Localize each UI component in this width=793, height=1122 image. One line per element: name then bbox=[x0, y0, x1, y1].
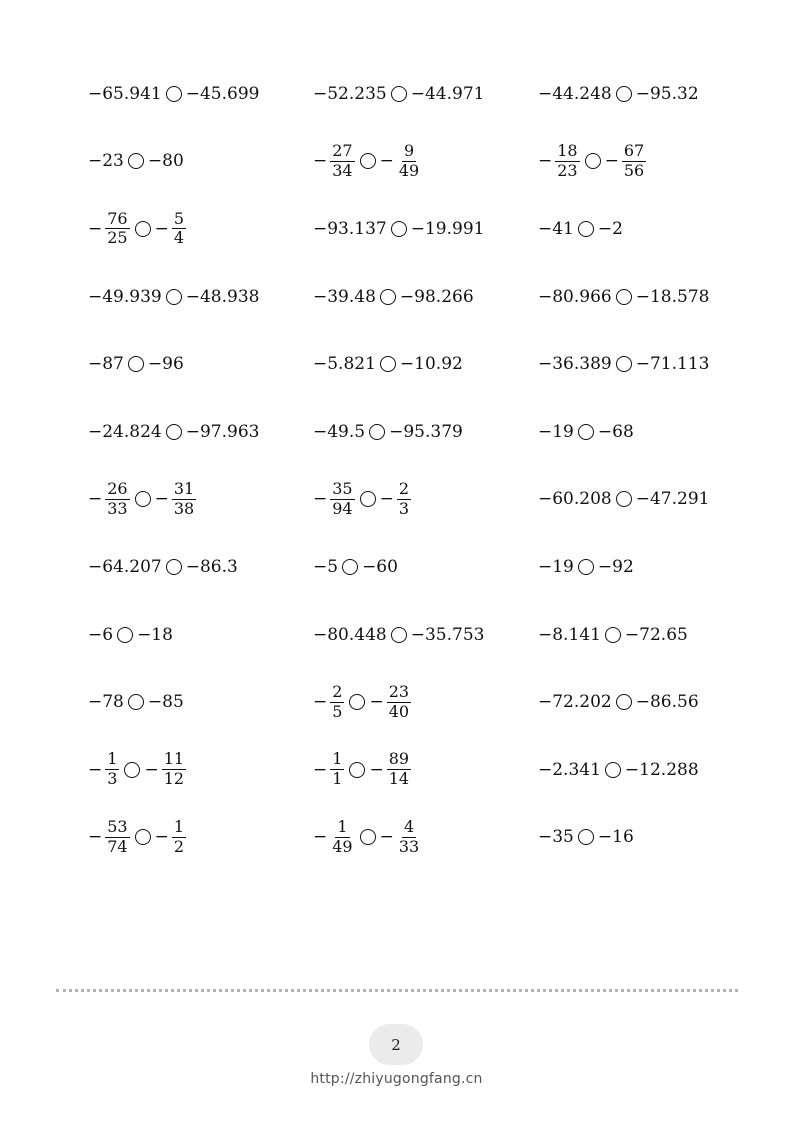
fraction bbox=[172, 819, 186, 856]
comparison-problem bbox=[313, 195, 538, 263]
operand-value: −18 bbox=[137, 624, 173, 645]
operand-value: −19 bbox=[538, 421, 574, 442]
fraction-numerator: 89 bbox=[388, 749, 410, 769]
answer-circle[interactable] bbox=[124, 762, 140, 778]
operand bbox=[636, 354, 710, 374]
comparison-problem bbox=[88, 128, 313, 196]
operand bbox=[313, 143, 356, 180]
fraction-numerator: 4 bbox=[403, 817, 415, 837]
operand bbox=[155, 481, 198, 518]
operand-sign: − bbox=[313, 827, 328, 848]
fraction-numerator: 31 bbox=[173, 479, 195, 499]
operand bbox=[155, 819, 187, 856]
answer-circle[interactable] bbox=[585, 153, 601, 169]
answer-circle[interactable] bbox=[135, 221, 151, 237]
operand-value: −86.3 bbox=[185, 556, 238, 577]
answer-circle[interactable] bbox=[128, 356, 144, 372]
comparison-problem bbox=[538, 128, 748, 196]
operand bbox=[400, 287, 474, 307]
operand bbox=[598, 422, 634, 442]
fraction-numerator: 18 bbox=[557, 141, 578, 161]
comparison-problem bbox=[313, 398, 538, 466]
fraction-numerator: 1 bbox=[173, 817, 185, 837]
operand bbox=[380, 481, 412, 518]
answer-circle[interactable] bbox=[616, 694, 632, 710]
operand-value: −60.208 bbox=[538, 489, 612, 510]
comparison-problem bbox=[313, 668, 538, 736]
fraction-denominator: 4 bbox=[173, 228, 185, 248]
answer-circle[interactable] bbox=[616, 86, 632, 102]
fraction-denominator: 3 bbox=[107, 769, 118, 789]
operand bbox=[625, 760, 699, 780]
footer-url: http://zhiyugongfang.cn bbox=[310, 1071, 483, 1087]
operand bbox=[636, 287, 710, 307]
answer-circle[interactable] bbox=[166, 289, 182, 305]
operand bbox=[369, 751, 412, 788]
operand-sign: − bbox=[313, 692, 328, 713]
fraction-denominator: 49 bbox=[332, 836, 353, 856]
fraction-denominator: 34 bbox=[332, 160, 353, 180]
comparison-problem bbox=[538, 668, 748, 736]
fraction-denominator: 33 bbox=[107, 498, 128, 518]
answer-circle[interactable] bbox=[578, 559, 594, 575]
operand-sign: − bbox=[313, 151, 328, 172]
operand-value: −95.32 bbox=[635, 83, 699, 104]
operand bbox=[538, 219, 574, 239]
answer-circle[interactable] bbox=[605, 627, 621, 643]
operand bbox=[313, 819, 356, 856]
answer-circle[interactable] bbox=[128, 153, 144, 169]
operand bbox=[362, 557, 398, 577]
operand bbox=[538, 489, 612, 509]
answer-circle[interactable] bbox=[166, 559, 182, 575]
comparison-problem bbox=[88, 330, 313, 398]
operand bbox=[538, 354, 612, 374]
operand-value: −72.65 bbox=[624, 624, 688, 645]
comparison-problem bbox=[313, 128, 538, 196]
comparison-problem bbox=[313, 263, 538, 331]
fraction bbox=[330, 819, 354, 856]
operand bbox=[88, 151, 124, 171]
comparison-problem bbox=[538, 330, 748, 398]
operand-value: −44.248 bbox=[538, 83, 612, 104]
fraction-denominator: 38 bbox=[173, 498, 195, 518]
fraction-numerator: 5 bbox=[173, 208, 185, 228]
operand-value: −18.578 bbox=[635, 286, 710, 307]
answer-circle[interactable] bbox=[578, 221, 594, 237]
fraction-numerator: 27 bbox=[332, 141, 353, 161]
fraction-denominator: 40 bbox=[388, 701, 410, 721]
fraction-denominator: 23 bbox=[557, 160, 578, 180]
operand-sign: − bbox=[369, 759, 384, 780]
fraction-numerator: 76 bbox=[107, 208, 128, 228]
fraction-numerator: 1 bbox=[337, 817, 348, 837]
comparison-problem bbox=[538, 195, 748, 263]
answer-circle[interactable] bbox=[166, 86, 182, 102]
comparison-problem bbox=[538, 601, 748, 669]
fraction bbox=[105, 819, 129, 856]
comparison-problem bbox=[538, 736, 748, 804]
operand-value: −64.207 bbox=[88, 556, 162, 577]
comparison-problem bbox=[313, 60, 538, 128]
fraction bbox=[105, 208, 129, 248]
operand bbox=[88, 208, 131, 248]
operand-sign: − bbox=[379, 827, 394, 848]
operand bbox=[313, 557, 338, 577]
operand bbox=[625, 625, 688, 645]
operand-sign: − bbox=[604, 151, 619, 172]
fraction bbox=[397, 819, 421, 856]
operand-value: −19 bbox=[538, 556, 574, 577]
fraction-numerator: 11 bbox=[163, 749, 185, 769]
fraction bbox=[172, 481, 196, 518]
fraction-numerator: 53 bbox=[107, 817, 128, 837]
operand-sign: − bbox=[88, 218, 103, 239]
operand bbox=[313, 625, 387, 645]
answer-circle[interactable] bbox=[135, 491, 151, 507]
answer-circle[interactable] bbox=[369, 424, 385, 440]
operand bbox=[88, 625, 113, 645]
operand bbox=[538, 760, 601, 780]
operand bbox=[313, 84, 387, 104]
operand bbox=[411, 625, 485, 645]
comparison-problem bbox=[88, 736, 313, 804]
answer-circle[interactable] bbox=[360, 153, 376, 169]
comparison-problem bbox=[88, 263, 313, 331]
fraction bbox=[330, 143, 354, 180]
operand bbox=[389, 422, 463, 442]
fraction bbox=[172, 208, 186, 248]
comparison-problem bbox=[538, 263, 748, 331]
comparison-problem bbox=[88, 804, 313, 872]
fraction-numerator: 2 bbox=[398, 479, 410, 499]
fraction bbox=[387, 751, 411, 788]
operand-value: −19.991 bbox=[410, 218, 485, 239]
answer-circle[interactable] bbox=[391, 86, 407, 102]
comparison-problem bbox=[88, 398, 313, 466]
operand bbox=[88, 354, 124, 374]
operand bbox=[88, 422, 162, 442]
operand bbox=[186, 422, 260, 442]
operand-value: −78 bbox=[88, 692, 124, 713]
comparison-problem bbox=[313, 533, 538, 601]
operand-value: −5 bbox=[313, 556, 339, 577]
operand-value: −71.113 bbox=[635, 354, 710, 375]
operand bbox=[605, 143, 648, 180]
answer-circle[interactable] bbox=[166, 424, 182, 440]
fraction bbox=[105, 481, 129, 518]
operand bbox=[380, 143, 423, 180]
comparison-problem bbox=[538, 804, 748, 872]
operand bbox=[636, 489, 710, 509]
operand-sign: − bbox=[369, 692, 384, 713]
operand bbox=[411, 84, 485, 104]
operand bbox=[186, 84, 260, 104]
answer-circle[interactable] bbox=[135, 829, 151, 845]
answer-circle[interactable] bbox=[342, 559, 358, 575]
operand-value: −49.5 bbox=[313, 421, 366, 442]
operand bbox=[88, 819, 131, 856]
answer-circle[interactable] bbox=[349, 762, 365, 778]
operand-sign: − bbox=[313, 759, 328, 780]
operand-value: −41 bbox=[538, 218, 574, 239]
answer-circle[interactable] bbox=[616, 356, 632, 372]
operand-value: −96 bbox=[147, 354, 184, 375]
fraction-numerator: 2 bbox=[332, 681, 343, 701]
operand bbox=[538, 692, 612, 712]
operand-value: −35.753 bbox=[410, 624, 485, 645]
comparison-problem bbox=[88, 533, 313, 601]
operand-sign: − bbox=[154, 827, 169, 848]
operand-value: −72.202 bbox=[538, 692, 612, 713]
operand-value: −45.699 bbox=[185, 83, 260, 104]
operand-sign: − bbox=[154, 218, 169, 239]
answer-circle[interactable] bbox=[117, 627, 133, 643]
answer-circle[interactable] bbox=[605, 762, 621, 778]
operand bbox=[636, 84, 699, 104]
operand bbox=[88, 287, 162, 307]
operand bbox=[144, 751, 187, 788]
operand bbox=[538, 625, 601, 645]
operand bbox=[598, 827, 634, 847]
operand bbox=[313, 481, 356, 518]
operand bbox=[598, 219, 623, 239]
operand-value: −86.56 bbox=[635, 692, 699, 713]
answer-circle[interactable] bbox=[578, 829, 594, 845]
answer-circle[interactable] bbox=[380, 289, 396, 305]
fraction bbox=[330, 681, 344, 721]
fraction bbox=[330, 481, 354, 518]
fraction-denominator: 12 bbox=[163, 769, 185, 789]
operand-value: −80.966 bbox=[538, 286, 612, 307]
answer-circle[interactable] bbox=[578, 424, 594, 440]
fraction-numerator: 23 bbox=[388, 681, 410, 701]
fraction bbox=[622, 143, 646, 180]
operand bbox=[88, 751, 120, 788]
fraction bbox=[162, 751, 186, 788]
operand-value: −48.938 bbox=[185, 286, 260, 307]
operand-value: −2 bbox=[597, 218, 623, 239]
operand-value: −2.341 bbox=[538, 759, 601, 780]
comparison-problem bbox=[313, 330, 538, 398]
comparison-problem bbox=[538, 398, 748, 466]
fraction bbox=[330, 751, 344, 788]
comparison-problem bbox=[88, 466, 313, 534]
operand-sign: − bbox=[88, 489, 103, 510]
operand-value: −49.939 bbox=[88, 286, 162, 307]
operand-value: −16 bbox=[597, 827, 634, 848]
operand bbox=[400, 354, 463, 374]
operand-sign: − bbox=[144, 759, 159, 780]
operand-value: −39.48 bbox=[313, 286, 376, 307]
operand-value: −12.288 bbox=[624, 759, 699, 780]
operand-value: −93.137 bbox=[313, 218, 387, 239]
operand-value: −98.266 bbox=[399, 286, 474, 307]
operand-value: −36.389 bbox=[538, 354, 612, 375]
fraction-denominator: 49 bbox=[398, 160, 420, 180]
fraction-denominator: 33 bbox=[398, 836, 420, 856]
operand-value: −23 bbox=[88, 151, 124, 172]
operand-sign: − bbox=[538, 151, 553, 172]
fraction-numerator: 1 bbox=[107, 749, 118, 769]
operand bbox=[313, 287, 376, 307]
operand-sign: − bbox=[88, 759, 103, 780]
comparison-problem bbox=[88, 668, 313, 736]
fraction bbox=[387, 681, 411, 721]
fraction bbox=[397, 143, 421, 180]
operand bbox=[313, 751, 345, 788]
fraction-denominator: 3 bbox=[398, 498, 410, 518]
fraction-denominator: 1 bbox=[332, 769, 343, 789]
operand bbox=[154, 208, 187, 248]
comparison-problem bbox=[313, 804, 538, 872]
operand-value: −92 bbox=[597, 556, 634, 577]
operand-value: −68 bbox=[597, 421, 634, 442]
fraction-denominator: 14 bbox=[388, 769, 410, 789]
operand-sign: − bbox=[313, 489, 328, 510]
operand-value: −52.235 bbox=[313, 83, 387, 104]
operand-value: −10.92 bbox=[399, 354, 463, 375]
comparison-problem bbox=[538, 533, 748, 601]
answer-circle[interactable] bbox=[616, 491, 632, 507]
fraction bbox=[555, 143, 579, 180]
operand-value: −24.824 bbox=[88, 421, 162, 442]
fraction-denominator: 25 bbox=[107, 228, 128, 248]
operand-value: −85 bbox=[147, 692, 184, 713]
operand bbox=[88, 84, 162, 104]
operand-value: −60 bbox=[362, 556, 398, 577]
fraction-denominator: 56 bbox=[623, 160, 645, 180]
fraction bbox=[397, 481, 411, 518]
answer-circle[interactable] bbox=[349, 694, 365, 710]
operand bbox=[313, 354, 376, 374]
answer-circle[interactable] bbox=[380, 356, 396, 372]
fraction-denominator: 5 bbox=[332, 701, 343, 721]
comparison-problem bbox=[538, 466, 748, 534]
operand bbox=[598, 557, 634, 577]
operand bbox=[369, 681, 412, 721]
fraction-denominator: 2 bbox=[173, 836, 185, 856]
operand bbox=[538, 557, 574, 577]
operand-value: −80.448 bbox=[313, 624, 387, 645]
operand bbox=[538, 422, 574, 442]
operand bbox=[148, 354, 184, 374]
fraction-numerator: 26 bbox=[107, 479, 128, 499]
operand-value: −6 bbox=[88, 624, 114, 645]
comparison-problem bbox=[88, 60, 313, 128]
operand-value: −8.141 bbox=[538, 624, 601, 645]
operand-sign: − bbox=[379, 151, 394, 172]
operand-value: −97.963 bbox=[185, 421, 260, 442]
operand bbox=[186, 557, 238, 577]
fraction-denominator: 74 bbox=[107, 836, 128, 856]
answer-circle[interactable] bbox=[128, 694, 144, 710]
operand-value: −35 bbox=[538, 827, 574, 848]
operand-sign: − bbox=[379, 489, 394, 510]
operand bbox=[636, 692, 699, 712]
operand-sign: − bbox=[154, 489, 169, 510]
operand-value: −80 bbox=[147, 151, 184, 172]
comparison-problem bbox=[88, 195, 313, 263]
dotted-divider bbox=[56, 989, 738, 992]
operand-value: −47.291 bbox=[635, 489, 710, 510]
answer-circle[interactable] bbox=[360, 829, 376, 845]
operand-value: −95.379 bbox=[389, 421, 463, 442]
operand bbox=[313, 219, 387, 239]
answer-circle[interactable] bbox=[391, 221, 407, 237]
comparison-problem bbox=[538, 60, 748, 128]
operand-sign: − bbox=[88, 827, 103, 848]
operand bbox=[186, 287, 260, 307]
operand bbox=[538, 143, 581, 180]
operand-value: −44.971 bbox=[410, 83, 485, 104]
answer-circle[interactable] bbox=[360, 491, 376, 507]
fraction-denominator: 94 bbox=[332, 498, 353, 518]
operand bbox=[137, 625, 173, 645]
operand-value: −65.941 bbox=[88, 83, 162, 104]
problem-grid bbox=[88, 60, 748, 871]
comparison-problem bbox=[313, 736, 538, 804]
operand bbox=[88, 481, 131, 518]
comparison-problem bbox=[88, 601, 313, 669]
operand bbox=[538, 287, 612, 307]
operand bbox=[380, 819, 423, 856]
operand bbox=[411, 219, 485, 239]
operand bbox=[313, 422, 365, 442]
fraction-numerator: 35 bbox=[332, 479, 353, 499]
operand bbox=[538, 84, 612, 104]
fraction-numerator: 1 bbox=[332, 749, 343, 769]
operand-value: −5.821 bbox=[313, 354, 376, 375]
operand-value: −87 bbox=[88, 354, 124, 375]
operand bbox=[148, 151, 184, 171]
operand bbox=[148, 692, 184, 712]
operand bbox=[313, 681, 345, 721]
fraction-numerator: 9 bbox=[403, 141, 415, 161]
answer-circle[interactable] bbox=[391, 627, 407, 643]
operand bbox=[88, 692, 124, 712]
operand bbox=[88, 557, 162, 577]
comparison-problem bbox=[313, 601, 538, 669]
page-number: 2 bbox=[391, 1035, 401, 1054]
answer-circle[interactable] bbox=[616, 289, 632, 305]
fraction bbox=[105, 751, 119, 788]
fraction-numerator: 67 bbox=[623, 141, 645, 161]
comparison-problem bbox=[313, 466, 538, 534]
page-number-badge bbox=[369, 1024, 423, 1065]
operand bbox=[538, 827, 574, 847]
